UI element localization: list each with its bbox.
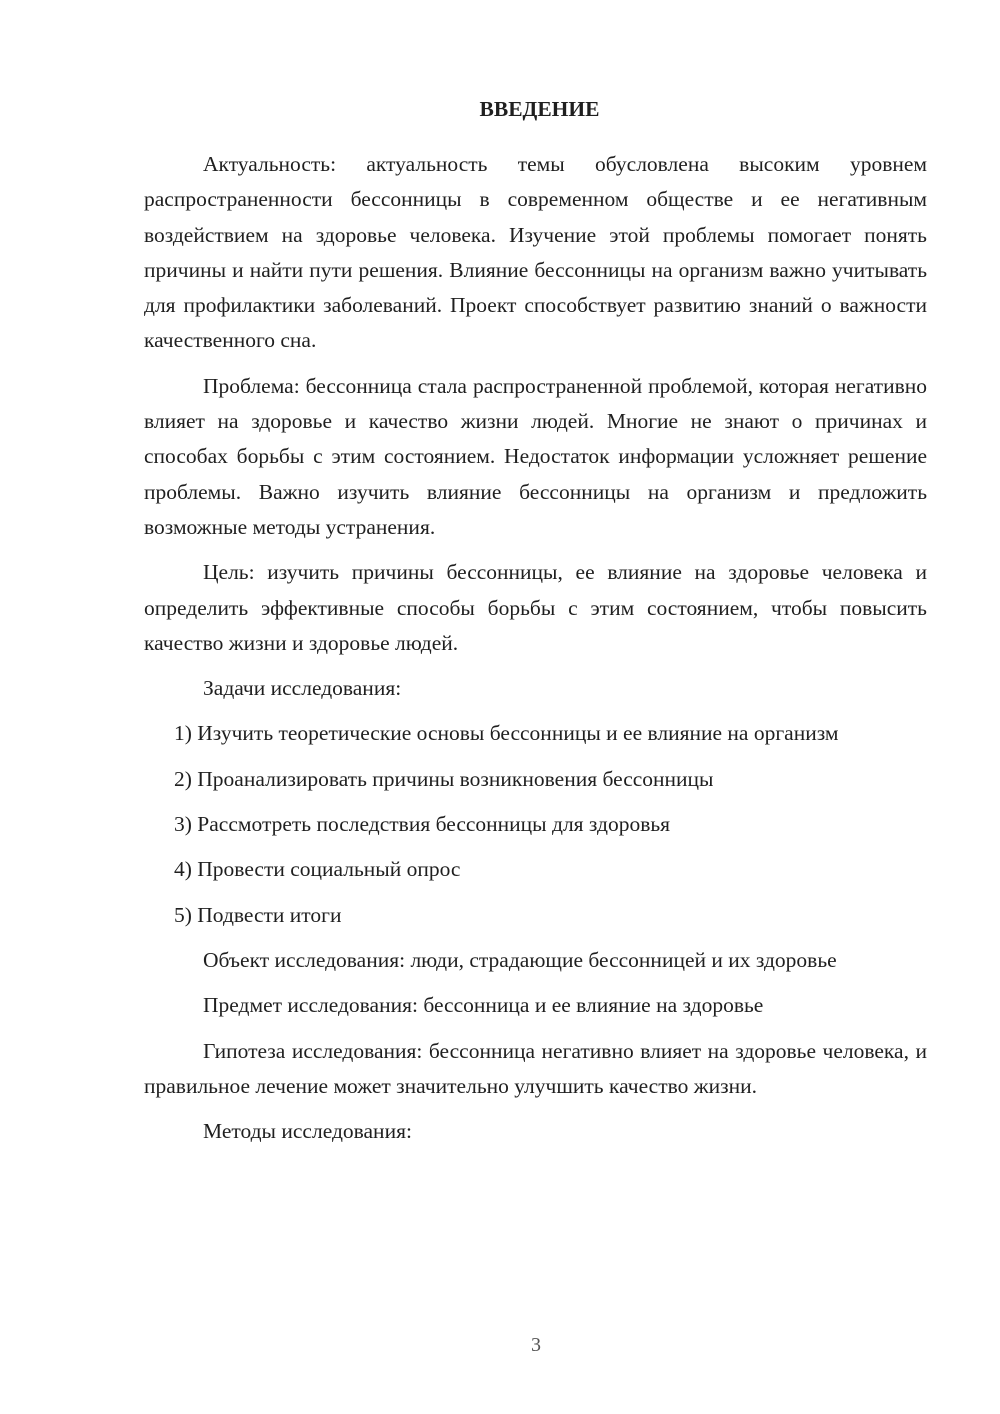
task-item: 4) Провести социальный опрос: [174, 857, 461, 882]
paragraph-subject: Предмет исследования: бессонница и ее влияние на здоровье: [203, 993, 764, 1018]
paragraph-tasks-heading: Задачи исследования:: [203, 676, 402, 701]
section-title: ВВЕДЕНИЕ: [479, 97, 600, 121]
page-number: 3: [531, 1334, 541, 1356]
paragraph-relevance: Актуальность: актуальность темы обусловлена высоким уровнем распространенности бессонницы в современном обществе и ее негативным воздействием на здоровье человека. Изучение этой проблемы помогает понять причины и найти пути решения. Влияние бессонницы на организм важно учитывать для профилактики заболеваний. Проект способствует развитию знаний о важности качественного сна.: [144, 152, 927, 353]
task-item: 5) Подвести итоги: [174, 902, 342, 927]
paragraph-object: Объект исследования: люди, страдающие бессонницей и их здоровье: [203, 947, 837, 972]
paragraph-problem: Проблема: бессонница стала распространенной проблемой, которая негативно влияет на здоровье и качество жизни людей. Многие не знают о причинах и способах борьбы с этим состоянием. Недостаток информации усложняет решение проблемы. Важно изучить влияние бессонницы на организм и предложить возможные методы устранения.: [144, 373, 927, 539]
paragraph-goal: Цель: изучить причины бессонницы, ее влияние на здоровье человека и определить эффективные способы борьбы с этим состоянием, чтобы повысить качество жизни и здоровье людей.: [144, 560, 927, 655]
paragraph-methods: Методы исследования:: [203, 1119, 412, 1144]
task-item: 2) Проанализировать причины возникновения бессонницы: [174, 766, 714, 791]
task-item: 3) Рассмотреть последствия бессонницы для здоровья: [174, 812, 671, 837]
paragraph-hypothesis: Гипотеза исследования: бессонница негативно влияет на здоровье человека, и правильное лечение может значительно улучшить качество жизни.: [144, 1038, 927, 1098]
document-page: [144, 92, 927, 1149]
task-item: 1) Изучить теоретические основы бессонницы и ее влияние на организм: [174, 721, 839, 746]
